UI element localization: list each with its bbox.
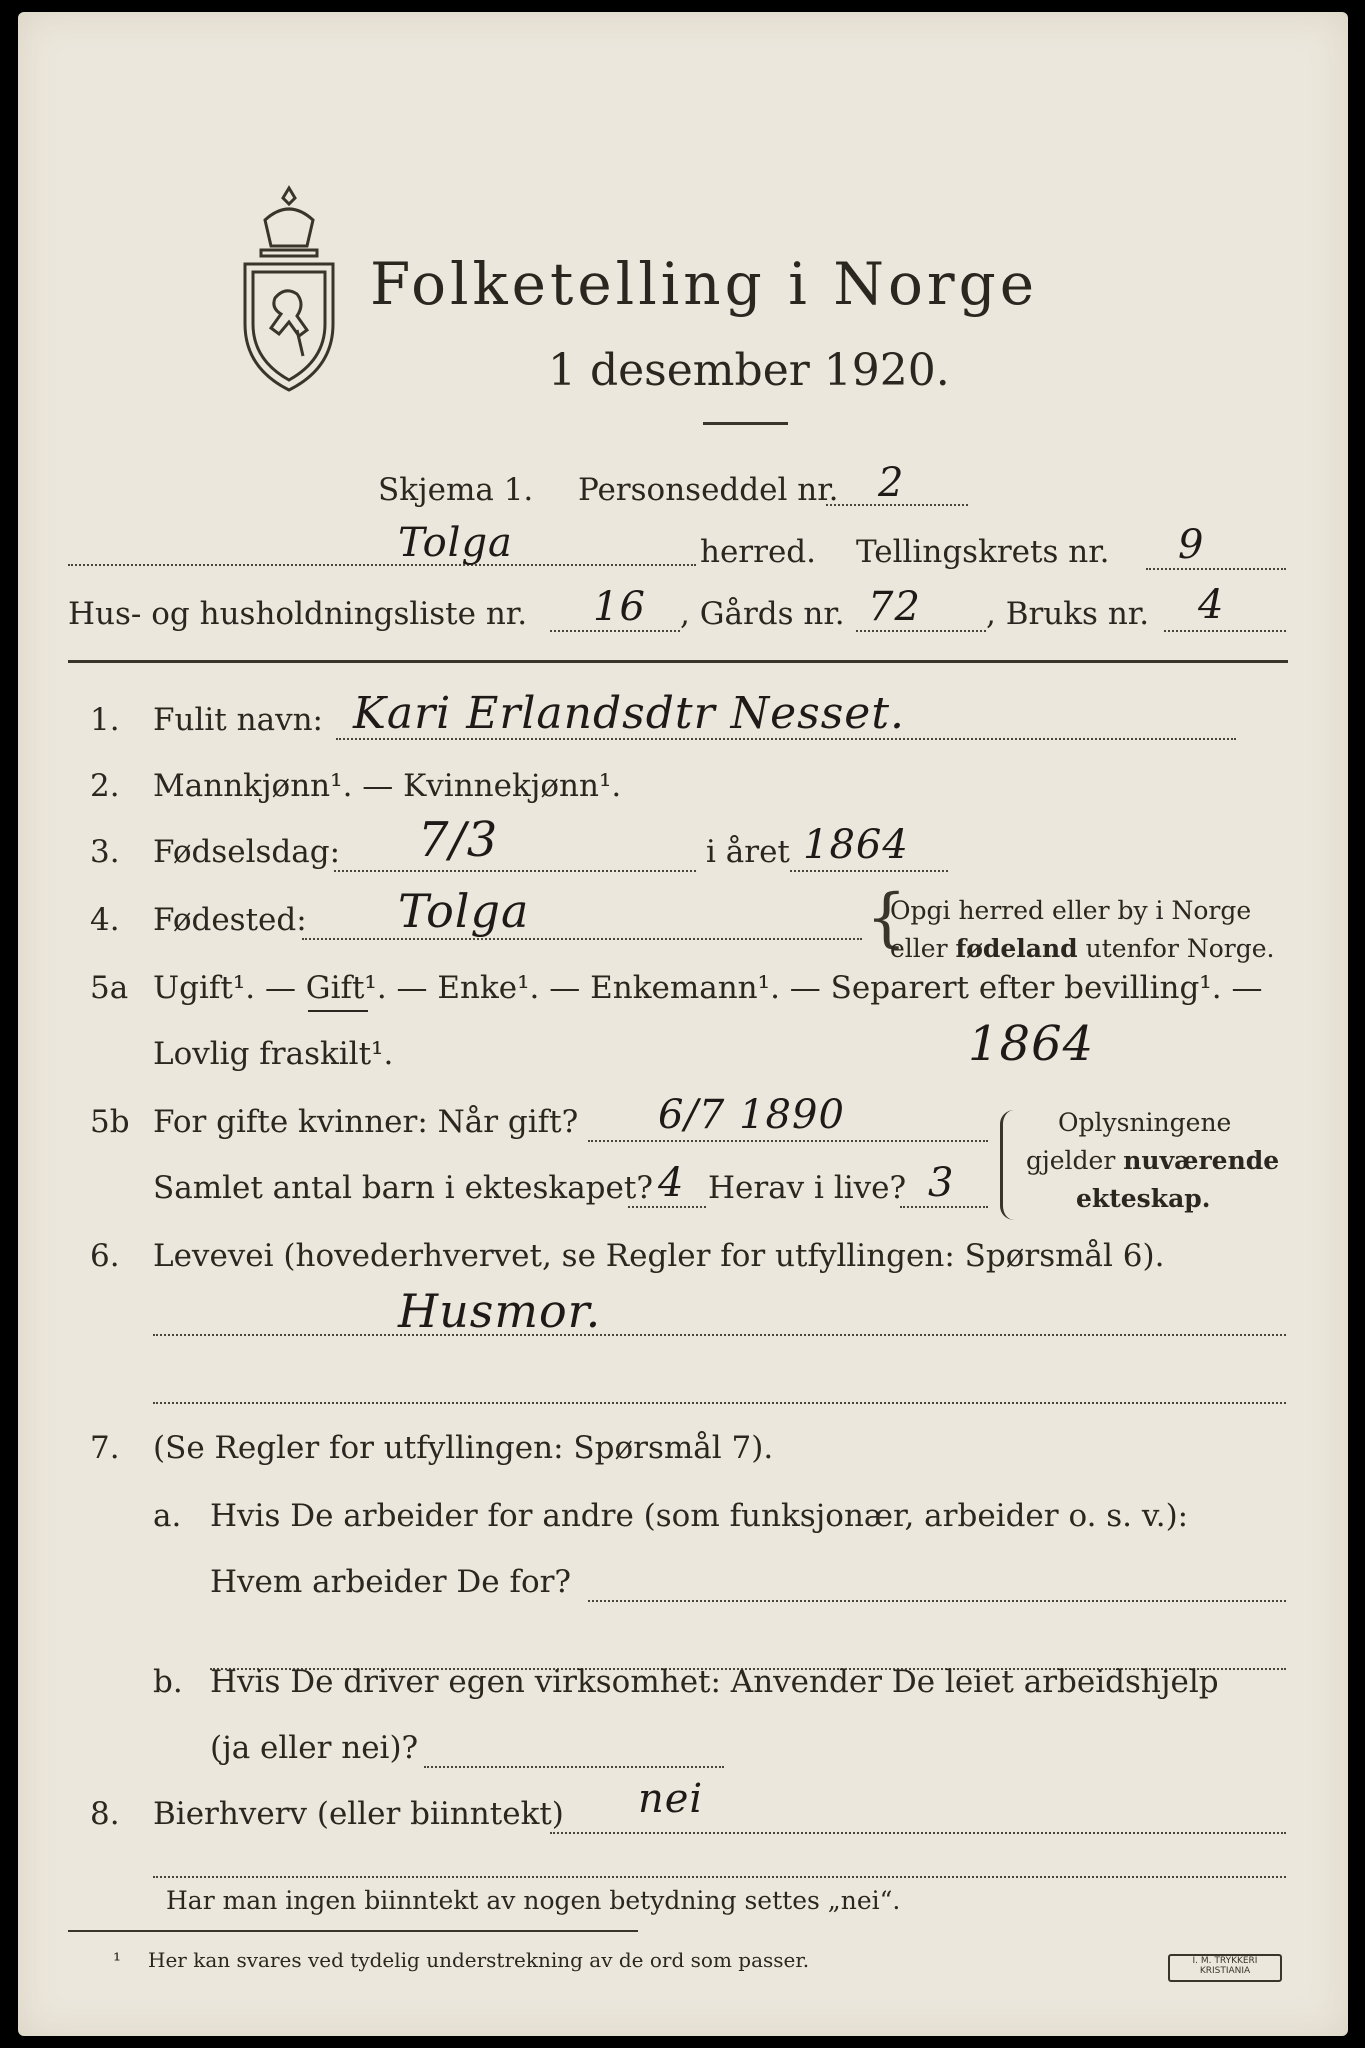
q8-value: nei [638,1776,704,1822]
gards-label: , Gårds nr. [680,596,845,632]
q5b-note-line1: Oplysningene [1058,1108,1232,1137]
q5b-note-line3: ekteskap. [1076,1184,1211,1213]
q5b-note-line2 [1026,1146,1279,1175]
herred-line [68,564,696,566]
q1-number: 1. [90,702,120,738]
q4-note-line2-c: utenfor Norge. [1077,934,1275,963]
gards-value: 72 [868,584,921,630]
q6-line2 [153,1402,1286,1404]
q5a-number: 5a [90,970,129,1006]
q7a-line2: Hvem arbeider De for? [210,1564,572,1600]
q5b-married-label: For gifte kvinner: Når gift? [153,1104,579,1140]
title-divider [703,422,788,425]
q5b-number: 5b [90,1104,130,1140]
q5a-line2: Lovlig fraskilt¹. [153,1036,394,1072]
q8-number: 8. [90,1796,120,1832]
q7a-number: a. [153,1498,182,1534]
q3-year-label: i året [706,834,790,870]
q5a-marital-options: Ugift¹. — Gift¹. — Enke¹. — Enkemann¹. — Separert efter bevilling¹. — [153,970,1263,1006]
q4-birthplace: Tolga [398,884,530,938]
q6-occupation: Husmor. [398,1284,602,1338]
q5b-children-line [628,1206,706,1208]
q3-birth-day: 7/3 [418,812,499,868]
q5b-children-label: Samlet antal barn i ekteskapet? [153,1170,653,1206]
hus-line [550,630,680,632]
q5b-note-line2-b: nuværende [1123,1146,1280,1175]
q7a-line1: Hvis De arbeider for andre (som funksjonær, arbeider o. s. v.): [210,1498,1189,1534]
q6-line1 [153,1334,1286,1336]
q4-note-brace: { [866,881,907,955]
footnote-mark: ¹ [113,1948,122,1972]
q4-note-line1: Opgi herred eller by i Norge [890,896,1252,925]
page-title: Folketelling i Norge [370,250,1039,318]
bruks-line [1164,630,1286,632]
q7b-number: b. [153,1664,183,1700]
printer-stamp-line2: KRISTIANIA [1199,1966,1251,1976]
q7-number: 7. [90,1430,120,1466]
personseddel-value: 2 [878,460,905,506]
q4-note-line2-b: fødeland [955,934,1078,963]
q6-number: 6. [90,1238,120,1274]
hus-label: Hus- og husholdningsliste nr. [68,596,528,632]
q7a-answer-line [588,1600,1286,1602]
q7b-line2: (ja eller nei)? [210,1730,419,1766]
q5b-alive-value: 3 [928,1160,955,1206]
q5a-gift-underline [308,1010,368,1012]
q5b-married-date: 6/7 1890 [658,1092,845,1138]
q6-label: Levevei (hovederhvervet, se Regler for utfyllingen: Spørsmål 6). [153,1238,1165,1274]
footnote-divider [68,1930,638,1932]
q5b-note-line2-a: gjelder [1026,1146,1124,1175]
q3-label: Fødselsdag: [153,834,341,870]
q4-note-line2 [890,934,1274,963]
q4-line [302,938,862,940]
q5b-alive-label: Herav i live? [708,1170,907,1206]
personseddel-label: Personseddel nr. [578,472,839,508]
q8-answer-line2 [153,1876,1286,1878]
hus-value: 16 [593,584,646,630]
tellingskrets-label: Tellingskrets nr. [856,534,1110,570]
printer-stamp [1168,1954,1282,1982]
header-divider [68,660,1288,663]
q5b-alive-line [900,1206,988,1208]
tellingskrets-line [1146,568,1286,570]
q4-label: Fødested: [153,902,307,938]
q5b-married-line [588,1140,988,1142]
q7b-line1: Hvis De driver egen virksomhet: Anvender De leiet arbeidshjelp [210,1664,1219,1700]
q3-year-line [790,870,948,872]
schema-label: Skjema 1. [378,472,534,508]
q5a-handwritten-year: 1864 [968,1016,1095,1072]
q1-full-name: Kari Erlandsdtr Nesset. [353,688,906,739]
herred-label: herred. [700,534,816,570]
q5b-note-brace [1000,1110,1017,1220]
q3-number: 3. [90,834,120,870]
bruks-label: , Bruks nr. [986,596,1150,632]
census-date: 1 desember 1920. [548,345,950,396]
q2-gender-options: Mannkjønn¹. — Kvinnekjønn¹. [153,768,622,804]
gards-line [856,630,986,632]
footnote-text: Her kan svares ved tydelig understrekning av de ord som passer. [148,1948,810,1972]
tellingskrets-value: 9 [1178,522,1205,568]
q8-answer-line [550,1832,1286,1834]
herred-value: Tolga [398,520,513,566]
q8-note: Har man ingen biinntekt av nogen betydning settes „nei“. [166,1886,901,1915]
q7-label: (Se Regler for utfyllingen: Spørsmål 7). [153,1430,774,1466]
q4-number: 4. [90,902,120,938]
bruks-value: 4 [1198,582,1225,628]
q7b-answer-line [424,1766,724,1768]
census-form-page [18,12,1348,2036]
printer-stamp-line1: I. M. TRYKKERI [1192,1956,1258,1966]
q8-label: Bierhverv (eller biinntekt) [153,1796,564,1832]
q1-label: Fulit navn: [153,702,323,738]
q4-note-line2-a: eller [890,934,956,963]
q3-day-line [334,870,696,872]
q5b-children-value: 4 [658,1160,685,1206]
norwegian-coat-of-arms-icon [231,180,347,396]
q3-birth-year: 1864 [803,822,909,868]
q2-number: 2. [90,768,120,804]
